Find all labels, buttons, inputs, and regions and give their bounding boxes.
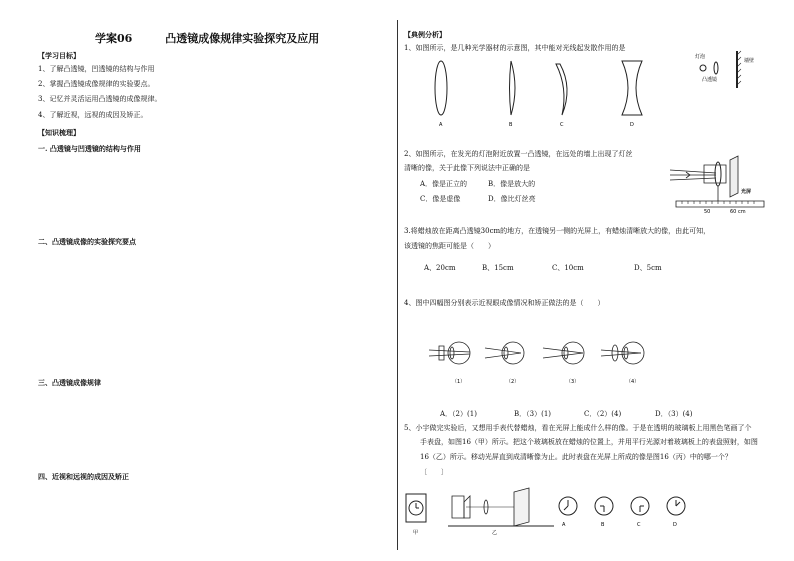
goal-item: 1、了解凸透镜，凹透镜的结构与作用 [38,65,155,73]
knowledge-header: 【知识梳理】 [38,128,80,137]
screen-plate [730,156,738,197]
wall-hatch [738,51,741,84]
q3-option-d: D、5cm [634,264,662,272]
q1-lamp-label: 灯泡 [695,54,706,60]
eye-lens-icon [504,347,508,359]
q2-option-b: B．像是放大的 [488,180,536,188]
meniscus-lens-c [556,64,567,115]
question-4-text: 4、图中四幅图分别表示近视眼成像情况和矫正做法的是（ ） [404,299,605,307]
goal-item: 3、记忆并灵活运用凸透镜的成像规律。 [38,95,162,103]
section-heading: 三、凸透镜成像规律 [38,378,101,387]
q4-fig-label: （1） [452,379,466,385]
biconvex-lens-a [435,61,447,115]
lens-icon [612,345,618,361]
q1-lens-figure [425,58,665,130]
concave-lens-d [622,61,642,115]
page-title: 学案06 凸透镜成像规律实验探究及应用 [95,32,320,45]
q4-option-d: D．（3）(4) [655,410,693,418]
question-1-text: 1、如图所示，是几种光学器材的示意图，其中能对光线起发散作用的是 [404,44,626,52]
screen-plate [514,488,529,526]
q1-wall-label: 墙壁 [744,58,755,64]
question-5-line4: 〔 〕 [420,468,448,476]
convex-lens [715,162,721,186]
q4-option-b: B．（3）(1) [514,410,552,418]
section-heading: 一. 凸透镜与凹透镜的结构与作用 [38,144,141,153]
question-5-line1: 5、小宇做完实验后，又想用手表代替蜡烛，看在光屏上能成什么样的像。于是在透明的玻璃板上用黑色笔画了个 [404,424,752,432]
clock-hands-icon [676,500,680,506]
lens-icon [714,62,718,74]
q4-fig-label: （2） [506,379,520,385]
question-5-line2: 手表盘，如图16（甲）所示。把这个玻璃板放在蜡烛的位置上，并用平行光源对着玻璃板上的表盘照射，如图 [420,438,758,446]
ray [601,353,641,356]
eye-lens-icon [450,347,454,359]
goal-item: 2、掌握凸透镜成像规律的实验要点。 [38,80,155,88]
q4-eye-diagrams [425,338,675,388]
question-3-line1: 3.将蜡烛放在距离凸透镜30cm的地方，在透镜另一侧的光屏上，有蜡烛清晰放大的像，由此可知， [404,227,711,235]
q2-option-c: C．像是虚像 [420,195,461,203]
q1-label-b: B [509,122,513,128]
q4-option-a: A．（2）(1) [440,410,477,418]
q3-option-a: A、20cm [424,264,456,272]
column-divider [397,20,398,550]
q3-option-c: C、10cm [552,264,584,272]
q5-label-c: C [637,522,641,528]
eye-lens-icon [624,347,628,359]
plano-convex-lens-b [510,61,516,115]
lens-icon [439,346,444,360]
q1-label-a: A [439,122,443,128]
q2-screen-label: 光屏 [741,189,752,195]
q5-label-jia: 甲 [413,530,419,536]
q5-figures [404,488,694,538]
goals-header: 【学习目标】 [38,51,80,60]
ray [429,354,470,356]
clock-hands-icon [564,500,568,510]
eye-lens-icon [564,347,568,359]
q1-lens-label: 凸透镜 [702,77,718,83]
ray [601,350,641,353]
goal-item: 4、了解近视，远视的成因及矫正。 [38,111,148,119]
section-heading: 四、近视和远视的成因及矫正 [38,472,129,481]
ray [429,350,470,352]
light-source [452,496,464,518]
clock-hands-icon [600,506,604,512]
q2-option-a: A．像是正立的 [420,180,468,188]
eye-icon [448,342,470,364]
q1-lamp-wall-figure [692,48,755,98]
q2-option-d: D．像比灯丝亮 [488,195,536,203]
ruler-tick-label: 60 cm [730,209,746,215]
question-3-line2: 该透镜的焦距可能是（ ） [404,242,495,250]
ruler-ticks [682,201,754,204]
question-2-line2: 清晰的像，关于此像下列说法中正确的是 [404,164,530,172]
q2-optical-bench-figure [668,153,766,215]
q5-label-yi: 乙 [492,530,498,536]
lamp-icon [700,65,706,71]
q1-label-c: C [560,122,564,128]
ruler [676,201,764,207]
ruler-tick-label: 50 [704,209,711,215]
ray [670,170,716,173]
q5-label-a: A [562,522,566,528]
q5-label-b: B [601,522,605,528]
section-heading: 二、凸透镜成像的实验探究要点 [38,237,136,246]
q4-fig-label: （3） [566,379,580,385]
clock-hands-icon [416,503,419,508]
question-5-line3: 16（乙）所示。移动光屏直到成清晰像为止。此时表盘在光屏上所成的像是图16（丙）中的哪一个？ [420,453,732,461]
q1-label-d: D [630,122,634,128]
ray [670,178,716,180]
q4-option-c: C．（2）(4) [584,410,622,418]
q5-label-d: D [673,522,677,528]
examples-header: 【典例分析】 [404,30,446,39]
q4-fig-label: （4） [626,379,640,385]
question-2-line1: 2、如图所示，在发光的灯泡附近放置一凸透镜，在远处的墙上出现了灯丝 [404,150,633,158]
clock-hands-icon [640,506,644,512]
q3-option-b: B、15cm [482,264,514,272]
